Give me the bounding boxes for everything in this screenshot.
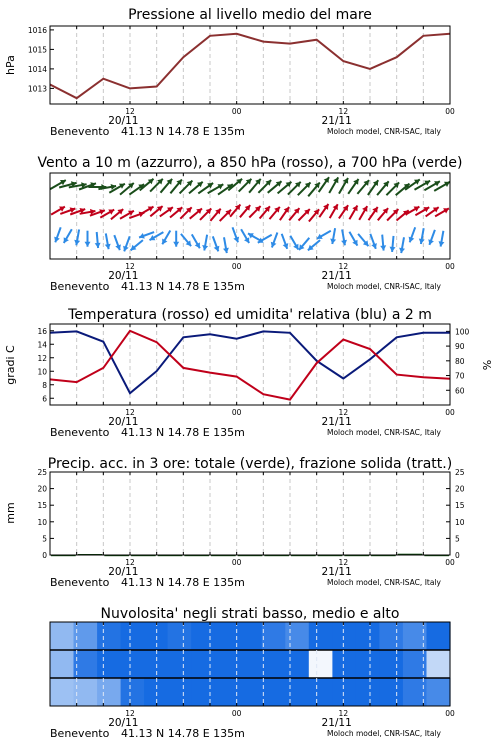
wind-arrow <box>349 205 357 219</box>
wind-arrow <box>289 208 299 220</box>
cloud-cell <box>379 678 403 706</box>
y-tick-label: 5 <box>42 534 47 544</box>
model-credit: Moloch model, CNR-ISAC, Italy <box>327 428 441 437</box>
temperature-humidity-panel <box>4 307 494 439</box>
y-tick-label: 1016 <box>27 25 47 35</box>
cloud-cell <box>262 622 286 650</box>
cloud-cell <box>427 678 451 706</box>
wind-arrow <box>428 230 435 245</box>
y-tick-label-right: 0 <box>455 551 460 560</box>
humidity-line <box>50 331 450 393</box>
location-name: Benevento <box>50 280 110 293</box>
y-tick-label: 100 <box>455 327 470 337</box>
cloud-cell <box>427 622 451 650</box>
wind-arrow <box>358 234 368 246</box>
cloud-cell <box>191 678 215 706</box>
wind-arrow <box>299 209 310 220</box>
cloud-cell <box>238 650 262 678</box>
date-label: 21/11 <box>321 115 352 127</box>
y-tick-label: 25 <box>37 468 47 477</box>
cloud-cell <box>215 622 239 650</box>
wind-arrow <box>349 232 357 246</box>
wind-arrow <box>64 229 72 243</box>
wind-arrow <box>240 205 250 217</box>
y-tick-label: 15 <box>37 501 47 511</box>
cloud-cell <box>285 678 309 706</box>
x-tick-label: 12 <box>125 408 135 417</box>
y-tick-label: 10 <box>37 517 47 527</box>
cloud-cell <box>262 650 286 678</box>
date-label: 21/11 <box>321 566 352 578</box>
plot-frame <box>50 472 450 555</box>
y-axis-label: % <box>481 359 494 371</box>
x-tick-label: 12 <box>338 107 349 116</box>
wind-arrow <box>95 232 101 248</box>
wind-arrow <box>319 177 329 192</box>
model-credit: Moloch model, CNR-ISAC, Italy <box>327 578 441 587</box>
location-coords: 41.13 N 14.78 E 135m <box>121 125 245 138</box>
wind-arrow <box>258 235 272 243</box>
y-tick-label-right: 20 <box>455 484 465 494</box>
wind-arrow <box>192 234 200 248</box>
wind-arrow <box>230 204 240 216</box>
wind-arrow <box>357 180 369 194</box>
wind-arrow <box>330 228 336 244</box>
date-label: 20/11 <box>108 115 139 127</box>
model-credit: Moloch model, CNR-ISAC, Italy <box>327 282 441 291</box>
x-tick-label: 00 <box>231 262 242 271</box>
y-tick-label-right: 15 <box>455 501 465 511</box>
cloud-cell <box>309 650 333 678</box>
wind-arrow-head <box>173 242 179 247</box>
cloud-cell <box>215 650 239 678</box>
chart-title: Vento a 10 m (azzurro), a 850 hPa (rosso), a 700 hPa (verde) <box>37 155 463 171</box>
x-tick-label: 00 <box>231 709 242 718</box>
cloud-cell <box>144 622 168 650</box>
y-tick-label: 80 <box>455 356 465 366</box>
location-name: Benevento <box>50 426 110 439</box>
wind-arrow <box>378 208 388 220</box>
y-tick-label-right: 5 <box>455 534 460 544</box>
wind-arrow-head <box>380 245 386 250</box>
cloud-cell <box>309 678 333 706</box>
wind-arrow <box>260 206 270 218</box>
cloud-cell <box>97 622 121 650</box>
y-tick-label: 90 <box>455 342 465 352</box>
y-tick-label: 16 <box>37 326 47 336</box>
wind-arrow <box>210 209 220 221</box>
wind-arrow <box>299 238 309 250</box>
y-tick-label: 1015 <box>27 45 47 55</box>
location-coords: 41.13 N 14.78 E 135m <box>121 280 245 293</box>
cloud-cell <box>97 650 121 678</box>
y-tick-label: 70 <box>455 371 465 381</box>
x-tick-label: 00 <box>445 107 455 116</box>
y-tick-label: 1013 <box>27 84 47 94</box>
y-tick-label: 6 <box>42 394 47 404</box>
cloud-cell <box>121 622 145 650</box>
cloud-cell <box>168 678 192 706</box>
date-label: 20/11 <box>108 270 139 282</box>
location-name: Benevento <box>50 125 110 138</box>
cloud-cell <box>121 650 145 678</box>
wind-arrow <box>439 231 445 247</box>
y-tick-label: 20 <box>37 484 47 494</box>
wind-arrow <box>114 235 121 250</box>
x-tick-label: 12 <box>125 262 135 271</box>
date-label: 21/11 <box>321 270 352 282</box>
date-label: 20/11 <box>108 717 139 729</box>
wind-arrow <box>319 204 328 217</box>
y-axis-label: hPa <box>4 55 17 75</box>
wind-arrow <box>380 235 386 251</box>
x-tick-label: 12 <box>338 262 349 271</box>
y-axis-label: gradi C <box>4 345 17 385</box>
wind-arrow <box>190 208 202 218</box>
cloud-cell <box>427 650 451 678</box>
y-tick-label-right: 10 <box>455 517 465 527</box>
pressure-panel <box>4 7 455 138</box>
wind-arrow <box>160 207 173 216</box>
wind-arrow <box>390 236 396 252</box>
wind-arrow <box>54 227 61 242</box>
wind-arrow <box>290 236 298 250</box>
model-credit: Moloch model, CNR-ISAC, Italy <box>327 127 441 136</box>
pressure-line <box>50 34 450 98</box>
y-tick-label: 10 <box>37 367 47 377</box>
wind-arrow <box>173 231 179 247</box>
wind-arrow <box>359 206 367 220</box>
chart-title: Temperatura (rosso) ed umidita' relativa (blu) a 2 m <box>68 307 432 323</box>
cloud-cell <box>238 678 262 706</box>
location-coords: 41.13 N 14.78 E 135m <box>121 426 245 439</box>
date-label: 20/11 <box>108 416 139 428</box>
cloud-cell <box>332 678 356 706</box>
wind-arrow <box>317 231 331 239</box>
cloud-cell <box>285 622 309 650</box>
cloud-cell <box>309 622 333 650</box>
wind-arrow <box>399 237 405 253</box>
y-tick-label: 1014 <box>27 64 47 74</box>
cloud-cell <box>356 650 380 678</box>
x-tick-label: 12 <box>338 558 349 567</box>
wind-panel <box>37 155 462 293</box>
model-credit: Moloch model, CNR-ISAC, Italy <box>327 729 441 738</box>
cloud-cell <box>356 678 380 706</box>
wind-arrow <box>280 207 289 220</box>
date-label: 20/11 <box>108 566 139 578</box>
wind-arrow <box>368 180 378 195</box>
y-tick-label-right: 25 <box>455 468 465 477</box>
y-axis-label: mm <box>4 502 17 524</box>
x-tick-label: 12 <box>338 408 349 417</box>
date-label: 21/11 <box>321 717 352 729</box>
wind-arrow <box>140 207 154 215</box>
wind-arrow <box>341 230 347 246</box>
cloud-cell <box>379 650 403 678</box>
cloud-cell <box>285 650 309 678</box>
wind-arrow <box>348 179 358 194</box>
cloud-cell <box>332 622 356 650</box>
y-tick-label: 12 <box>37 353 47 363</box>
wind-arrow <box>330 204 338 218</box>
wind-arrow <box>85 231 91 247</box>
wind-arrow <box>170 180 182 194</box>
wind-arrow <box>282 234 289 249</box>
cloud-cell <box>238 622 262 650</box>
x-tick-label: 00 <box>445 262 455 271</box>
cloud-cell <box>168 622 192 650</box>
cloud-cell <box>144 678 168 706</box>
wind-arrow <box>309 209 319 221</box>
cloud-cell <box>332 650 356 678</box>
x-tick-label: 12 <box>125 709 135 718</box>
cloud-cell <box>356 622 380 650</box>
x-tick-label: 00 <box>231 408 242 417</box>
wind-arrow <box>131 240 143 250</box>
wind-arrow <box>202 235 208 251</box>
chart-title: Pressione al livello medio del mare <box>128 7 372 23</box>
cloud-cover-panel <box>50 606 455 740</box>
wind-arrow-head <box>85 242 91 247</box>
cloud-cell <box>191 622 215 650</box>
cloud-cell <box>50 650 74 678</box>
cloud-cell <box>191 650 215 678</box>
y-tick-label: 0 <box>42 551 47 560</box>
wind-arrow <box>270 207 280 219</box>
location-name: Benevento <box>50 576 110 589</box>
x-tick-label: 12 <box>125 107 135 116</box>
y-tick-label: 60 <box>455 386 465 396</box>
wind-arrow <box>105 233 111 249</box>
cloud-cell <box>168 650 192 678</box>
chart-title: Precip. acc. in 3 ore: totale (verde), frazione solida (tratt.) <box>47 456 453 472</box>
wind-arrow <box>181 234 191 246</box>
wind-arrow <box>377 181 389 195</box>
y-tick-label: 14 <box>37 340 47 350</box>
wind-arrow <box>409 227 416 242</box>
wind-arrow <box>123 236 130 251</box>
wind-arrow <box>241 229 249 243</box>
x-tick-label: 12 <box>338 709 349 718</box>
location-name: Benevento <box>50 727 110 740</box>
chart-title: Nuvolosita' negli strati basso, medio e alto <box>100 606 400 622</box>
wind-arrow <box>213 236 220 251</box>
plot-frame <box>50 324 450 405</box>
wind-arrow <box>220 210 231 221</box>
cloud-cell <box>97 678 121 706</box>
location-coords: 41.13 N 14.78 E 135m <box>121 576 245 589</box>
date-label: 21/11 <box>321 416 352 428</box>
precipitation-panel <box>4 456 465 589</box>
wind-arrow <box>329 177 338 193</box>
wind-arrow <box>50 180 66 189</box>
x-tick-label: 00 <box>445 558 455 567</box>
cloud-cell <box>379 622 403 650</box>
wind-arrow <box>370 234 377 249</box>
location-coords: 41.13 N 14.78 E 135m <box>121 727 245 740</box>
wind-arrow <box>233 227 240 242</box>
cloud-cell <box>50 678 74 706</box>
wind-arrow-head <box>95 243 101 248</box>
cloud-cell <box>50 622 74 650</box>
x-tick-label: 00 <box>231 558 242 567</box>
wind-arrow <box>308 240 320 250</box>
cloud-cell <box>262 678 286 706</box>
wind-arrow <box>249 206 260 217</box>
wind-arrow <box>397 210 409 220</box>
x-tick-label: 00 <box>231 107 242 116</box>
x-tick-label: 12 <box>125 558 135 567</box>
wind-arrow-head <box>390 247 396 252</box>
cloud-cell <box>121 678 145 706</box>
x-tick-label: 00 <box>445 408 455 417</box>
temperature-line <box>50 331 450 400</box>
cloud-cell <box>144 650 168 678</box>
y-tick-label: 8 <box>42 380 47 390</box>
wind-arrow <box>223 237 229 253</box>
wind-arrow <box>271 233 278 248</box>
x-tick-label: 00 <box>445 709 455 718</box>
cloud-cell <box>215 678 239 706</box>
wind-arrow <box>180 207 191 218</box>
